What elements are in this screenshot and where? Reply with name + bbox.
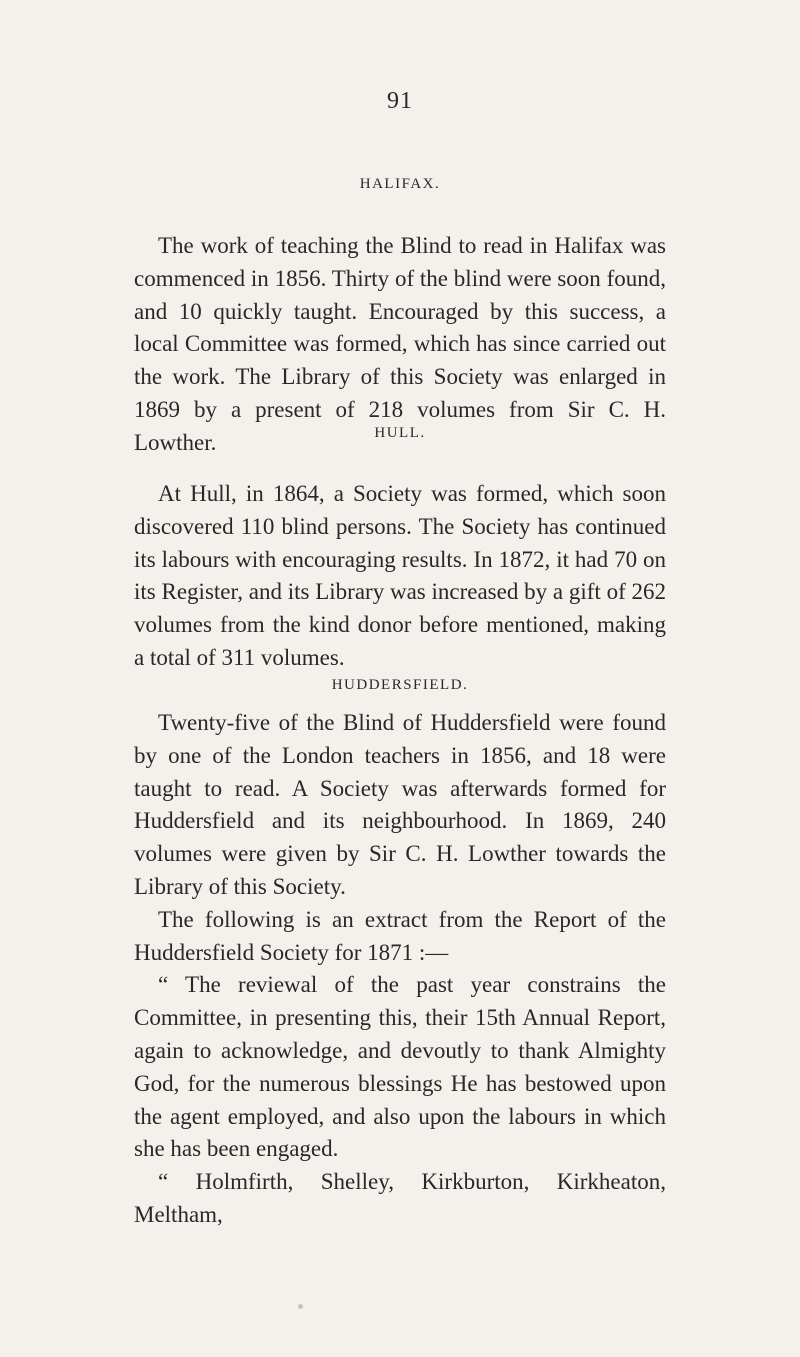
paragraph: The following is an extract from the Report of the Huddersfield Society for 1871 :—	[134, 906, 666, 965]
quoted-paragraph: “ Holmfirth, Shelley, Kirkburton, Kirkheaton, Meltham,	[134, 1169, 666, 1227]
section-heading-halifax: HALIFAX.	[359, 176, 441, 192]
section-heading-huddersfield: HUDDERSFIELD.	[331, 677, 469, 693]
quoted-paragraph: “ The reviewal of the past year constrains the Committee, in presenting this, their 15th Annual Report, again to acknowledge, and devoutly to thank Almighty God, for the numerous blessings He has bestowed upon the agent employed, and also upon the labours in which she has been engaged.	[134, 972, 666, 1162]
paragraph: Twenty-five of the Blind of Huddersfield were found by one of the London teachers in 1856, and 18 were taught to read. A Society was afterwards formed for Huddersfield and its neighbourhood. In 1869, 240 volumes were given by Sir C. H. Lowther towards the Library of this Society.	[134, 710, 666, 899]
paragraph: At Hull, in 1864, a Society was formed, which soon discovered 110 blind persons. The Society has continued its labours with encouraging results. In 1872, it had 70 on its Register, and its Library was increased by a gift of 262 volumes from the kind donor before mentioned, making a total of 311 volumes.	[134, 481, 666, 670]
section-hull	[134, 478, 666, 675]
section-heading-hull: HULL.	[374, 425, 426, 441]
section-huddersfield	[134, 707, 666, 1232]
paragraph: The work of teaching the Blind to read in Halifax was commenced in 1856. Thirty of the blind were soon found, and 10 quickly taught. Encouraged by this success, a local Committee was formed, which has since carried out the work. The Library of this Society was enlarged in 1869 by a present of 218 volumes from Sir C. H. Lowther.	[134, 233, 666, 455]
print-speck	[298, 1304, 303, 1309]
page-number: 91	[387, 88, 413, 114]
